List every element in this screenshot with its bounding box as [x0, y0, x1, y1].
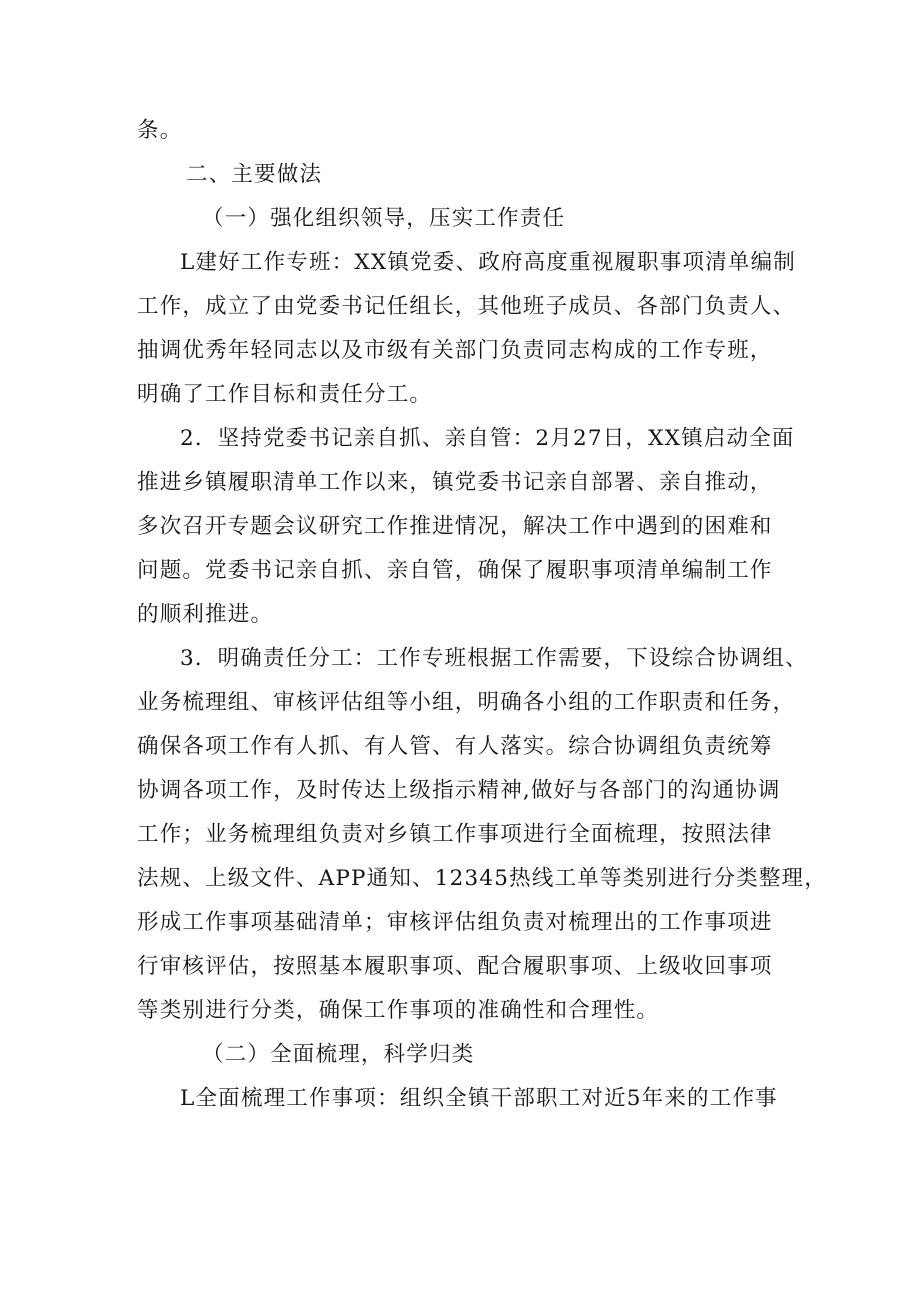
paragraph-line: 法规、上级文件、APP通知、12345热线工单等类别进行分类整理， — [137, 866, 827, 891]
paragraph-line: 业务梳理组、审核评估组等小组，明确各小组的工作职责和任务， — [137, 690, 796, 715]
subsection-heading-2: （二）全面梳理，科学归类 — [202, 1042, 475, 1067]
text-line-continuation: 条。 — [137, 118, 183, 143]
subsection-heading-1: （一）强化组织领导，压实工作责任 — [202, 206, 566, 231]
paragraph-line: 行审核评估，按照基本履职事项、配合履职事项、上级收回事项 — [137, 954, 773, 979]
paragraph-line: 推进乡镇履职清单工作以来，镇党委书记亲自部署、亲自推动， — [137, 470, 773, 495]
paragraph-line: 问题。党委书记亲自抓、亲自管，确保了履职事项清单编制工作 — [137, 558, 773, 583]
paragraph-line: 的顺利推进。 — [137, 602, 274, 627]
section-heading-main-practices: 二、主要做法 — [186, 162, 323, 187]
paragraph-line: 形成工作事项基础清单；审核评估组负责对梳理出的工作事项进 — [137, 910, 773, 935]
paragraph-line: 确保各项工作有人抓、有人管、有人落实。综合协调组负责统筹 — [137, 734, 773, 759]
paragraph-line: 工作，成立了由党委书记任组长，其他班子成员、各部门负责人、 — [137, 294, 796, 319]
paragraph-line: L建好工作专班：XX镇党委、政府高度重视履职事项清单编制 — [180, 250, 796, 275]
paragraph-line: 2．坚持党委书记亲自抓、亲自管：2月27日，XX镇启动全面 — [180, 426, 795, 451]
paragraph-line: L全面梳理工作事项：组织全镇干部职工对近5年来的工作事 — [180, 1086, 778, 1111]
paragraph-line: 3．明确责任分工：工作专班根据工作需要，下设综合协调组、 — [180, 646, 808, 671]
paragraph-line: 工作；业务梳理组负责对乡镇工作事项进行全面梳理，按照法律 — [137, 822, 773, 847]
paragraph-line: 多次召开专题会议研究工作推进情况，解决工作中遇到的困难和 — [137, 514, 773, 539]
paragraph-line: 抽调优秀年轻同志以及市级有关部门负责同志构成的工作专班， — [137, 338, 773, 363]
paragraph-line: 明确了工作目标和责任分工。 — [137, 382, 433, 407]
paragraph-line: 等类别进行分类，确保工作事项的准确性和合理性。 — [137, 998, 660, 1023]
paragraph-line: 协调各项工作，及时传达上级指示精神,做好与各部门的沟通协调 — [137, 778, 781, 803]
